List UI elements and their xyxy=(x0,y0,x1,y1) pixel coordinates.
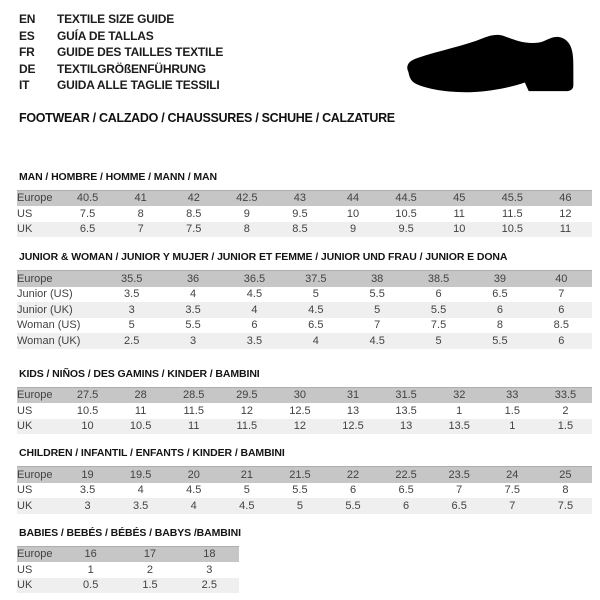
size-value: 43 xyxy=(293,192,307,205)
size-value: 36.5 xyxy=(243,272,266,285)
lang-text: GUIDE DES TAILLES TEXTILE xyxy=(57,45,224,60)
size-value: 7 xyxy=(509,499,516,512)
size-value: 9 xyxy=(243,207,250,220)
size-value: 22.5 xyxy=(395,468,417,481)
size-value: 6.5 xyxy=(398,484,414,497)
size-value: 33.5 xyxy=(554,389,577,402)
row-label: Europe xyxy=(17,468,53,481)
size-value: 11 xyxy=(559,223,572,236)
size-value: 5.5 xyxy=(369,288,385,301)
table-title-children: CHILDREN / INFANTIL / ENFANTS / KINDER / BAMBINI xyxy=(19,447,285,459)
size-value: 8.5 xyxy=(292,223,308,236)
size-value: 31 xyxy=(346,389,360,402)
size-value: 6 xyxy=(349,484,357,497)
size-value: 10.5 xyxy=(501,223,523,236)
row-label: UK xyxy=(17,499,33,512)
size-value: 28.5 xyxy=(183,389,205,402)
size-value: 3 xyxy=(206,563,213,576)
size-row xyxy=(17,578,239,594)
size-value: 5.5 xyxy=(492,334,508,347)
size-value: 25 xyxy=(559,468,572,481)
size-value: 3.5 xyxy=(246,334,263,347)
size-row xyxy=(17,271,592,287)
size-value: 7.5 xyxy=(430,319,447,332)
size-value: 6 xyxy=(558,334,565,347)
size-value: 6 xyxy=(558,303,565,316)
size-value: 5.5 xyxy=(345,499,361,512)
size-value: 20 xyxy=(187,468,200,481)
size-value: 45 xyxy=(453,192,466,205)
size-value: 10 xyxy=(346,207,360,220)
table-title-babies: BABIES / BEBÉS / BÉBÉS / BABYS /BAMBINI xyxy=(19,526,241,539)
table-title-kids: KIDS / NIÑOS / DES GAMINS / KINDER / BAMBINI xyxy=(19,367,260,380)
size-value: 11.5 xyxy=(236,420,258,433)
size-value: 7.5 xyxy=(504,484,520,497)
row-label: US xyxy=(17,207,33,220)
size-value: 4 xyxy=(312,334,319,347)
size-value: 38 xyxy=(371,272,384,285)
size-value: 4 xyxy=(190,288,197,301)
size-value: 3.5 xyxy=(124,288,140,301)
size-table-kids xyxy=(17,387,592,435)
size-value: 12.5 xyxy=(342,420,364,433)
size-value: 3 xyxy=(190,334,197,347)
size-value: 9.5 xyxy=(292,207,308,220)
lang-code: EN xyxy=(19,12,36,27)
size-value: 9.5 xyxy=(398,223,414,236)
size-value: 19 xyxy=(81,468,94,481)
size-value: 1 xyxy=(87,563,94,576)
size-value: 6 xyxy=(403,499,410,512)
size-row xyxy=(17,419,592,435)
size-value: 2 xyxy=(146,563,154,576)
row-label: Europe xyxy=(17,548,53,561)
row-label: Woman (UK) xyxy=(17,334,81,347)
size-value: 6.5 xyxy=(79,223,96,236)
size-value: 29.5 xyxy=(236,389,258,402)
size-value: 10 xyxy=(453,223,466,236)
size-row xyxy=(17,387,592,403)
size-value: 10.5 xyxy=(395,207,417,220)
category-heading: FOOTWEAR / CALZADO / CHAUSSURES / SCHUHE / CALZATURE xyxy=(19,110,395,125)
row-label: Junior (US) xyxy=(17,288,73,301)
size-value: 4.5 xyxy=(239,499,255,512)
row-label: Europe xyxy=(17,389,53,402)
lang-code: DE xyxy=(19,61,36,76)
size-value: 37.5 xyxy=(305,272,327,285)
size-value: 3.5 xyxy=(185,303,201,316)
size-row xyxy=(17,498,592,514)
size-value: 40.5 xyxy=(76,192,99,205)
size-value: 19.5 xyxy=(129,468,152,481)
size-value: 4.5 xyxy=(186,484,202,497)
size-value: 4.5 xyxy=(246,288,263,301)
size-row xyxy=(17,403,592,419)
size-value: 0.5 xyxy=(83,579,99,592)
size-value: 3.5 xyxy=(132,499,149,512)
size-value: 1 xyxy=(456,404,463,417)
size-value: 7.5 xyxy=(79,207,96,220)
size-value: 1.5 xyxy=(557,420,574,433)
size-value: 12.5 xyxy=(289,404,311,417)
size-row xyxy=(17,483,592,499)
size-value: 7 xyxy=(137,223,144,236)
size-value: 40 xyxy=(555,272,568,285)
size-value: 44.5 xyxy=(395,192,417,205)
size-value: 41 xyxy=(134,192,147,205)
size-value: 5 xyxy=(435,334,442,347)
size-value: 10.5 xyxy=(129,420,152,433)
size-value: 5 xyxy=(128,319,135,332)
size-value: 7 xyxy=(558,288,565,301)
size-value: 3 xyxy=(128,303,135,316)
size-value: 5 xyxy=(312,288,319,301)
lang-row-en xyxy=(19,11,600,28)
size-value: 35.5 xyxy=(120,272,143,285)
size-value: 5.5 xyxy=(292,484,308,497)
row-label: US xyxy=(17,484,33,497)
size-value: 44 xyxy=(346,192,360,205)
size-value: 24 xyxy=(506,468,519,481)
size-row xyxy=(17,302,592,318)
lang-text: TEXTILE SIZE GUIDE xyxy=(57,12,175,27)
size-value: 6 xyxy=(496,303,503,316)
size-value: 12 xyxy=(293,420,307,433)
row-label: Europe xyxy=(17,192,53,205)
size-value: 4 xyxy=(190,499,197,512)
size-value: 31.5 xyxy=(395,389,417,402)
size-value: 4 xyxy=(251,303,258,316)
size-value: 11 xyxy=(453,207,465,220)
size-value: 22 xyxy=(346,468,360,481)
size-value: 21.5 xyxy=(289,468,311,481)
size-value: 7 xyxy=(374,319,381,332)
size-value: 6 xyxy=(435,288,442,301)
size-value: 13.5 xyxy=(395,404,417,417)
size-value: 11.5 xyxy=(183,404,205,417)
size-row xyxy=(17,190,592,206)
lang-text: GUÍA DE TALLAS xyxy=(57,28,154,43)
size-value: 11 xyxy=(188,420,200,433)
lang-text: GUIDA ALLE TAGLIE TESSILI xyxy=(57,78,220,93)
size-row xyxy=(17,546,239,562)
size-row xyxy=(17,467,592,483)
size-value: 30 xyxy=(293,389,307,402)
size-value: 5.5 xyxy=(430,303,447,316)
size-value: 8.5 xyxy=(186,207,202,220)
size-value: 2.5 xyxy=(201,579,217,592)
size-value: 6 xyxy=(251,319,258,332)
size-row xyxy=(17,562,239,578)
size-row xyxy=(17,333,592,349)
size-value: 8 xyxy=(496,319,503,332)
size-value: 6.5 xyxy=(308,319,324,332)
size-value: 10.5 xyxy=(76,404,99,417)
row-label: US xyxy=(17,563,33,576)
row-label: Europe xyxy=(17,272,53,285)
row-label: US xyxy=(17,404,33,417)
size-row xyxy=(17,222,592,238)
size-value: 32 xyxy=(453,389,466,402)
row-label: Junior (UK) xyxy=(17,303,73,316)
size-value: 4.5 xyxy=(369,334,385,347)
size-value: 4 xyxy=(137,484,144,497)
size-table-children xyxy=(17,466,592,514)
size-value: 18 xyxy=(203,548,216,561)
size-value: 1.5 xyxy=(142,579,158,592)
size-value: 2 xyxy=(562,404,569,417)
size-value: 12 xyxy=(559,207,572,220)
size-value: 21 xyxy=(240,468,253,481)
size-value: 1.5 xyxy=(504,404,520,417)
size-value: 7.5 xyxy=(186,223,202,236)
size-value: 8 xyxy=(562,484,569,497)
size-value: 13 xyxy=(399,420,413,433)
row-label: UK xyxy=(17,223,33,236)
size-value: 45.5 xyxy=(501,192,523,205)
size-value: 5 xyxy=(296,499,303,512)
size-value: 7.5 xyxy=(557,499,574,512)
lang-code: FR xyxy=(19,45,35,60)
size-value: 42.5 xyxy=(236,192,258,205)
row-label: UK xyxy=(17,579,33,592)
size-value: 16 xyxy=(84,548,97,561)
size-row xyxy=(17,206,592,222)
table-title-man: MAN / HOMBRE / HOMME / MANN / MAN xyxy=(19,170,217,183)
size-value: 39 xyxy=(493,272,507,285)
size-value: 42 xyxy=(187,192,200,205)
size-value: 27.5 xyxy=(76,389,99,402)
size-value: 38.5 xyxy=(427,272,450,285)
size-table-babies xyxy=(17,546,239,594)
size-value: 1 xyxy=(509,420,516,433)
lang-text: TEXTILGRÖßENFÜHRUNG xyxy=(57,61,206,76)
row-label: UK xyxy=(17,420,33,433)
size-value: 9 xyxy=(349,223,357,236)
size-table-man xyxy=(17,190,592,238)
size-value: 8 xyxy=(243,223,250,236)
size-value: 12 xyxy=(240,404,253,417)
lang-code: ES xyxy=(19,28,35,43)
size-value: 8 xyxy=(137,207,144,220)
size-value: 5 xyxy=(374,303,381,316)
size-value: 46 xyxy=(559,192,572,205)
shoe-icon xyxy=(396,31,576,97)
size-value: 6.5 xyxy=(451,499,467,512)
size-row xyxy=(17,318,592,334)
size-value: 6.5 xyxy=(492,288,508,301)
size-table-junior-woman xyxy=(17,270,592,349)
size-value: 8.5 xyxy=(553,319,569,332)
size-value: 33 xyxy=(506,389,519,402)
size-value: 17 xyxy=(143,548,157,561)
size-value: 11.5 xyxy=(502,207,523,220)
size-value: 23.5 xyxy=(448,468,470,481)
size-value: 3 xyxy=(84,499,91,512)
size-value: 7 xyxy=(456,484,463,497)
row-label: Woman (US) xyxy=(17,319,81,332)
size-row xyxy=(17,287,592,303)
size-value: 2.5 xyxy=(124,334,140,347)
size-value: 11 xyxy=(134,404,147,417)
size-value: 28 xyxy=(134,389,147,402)
size-value: 5 xyxy=(243,484,250,497)
size-value: 13 xyxy=(346,404,360,417)
size-value: 13.5 xyxy=(448,420,470,433)
lang-code: IT xyxy=(19,78,30,93)
table-title-junior-woman: JUNIOR & WOMAN / JUNIOR Y MUJER / JUNIOR ET FEMME / JUNIOR UND FRAU / JUNIOR E DONA xyxy=(19,251,508,263)
size-value: 3.5 xyxy=(79,484,96,497)
size-value: 5.5 xyxy=(185,319,201,332)
size-value: 36 xyxy=(186,272,200,285)
size-value: 4.5 xyxy=(308,303,324,316)
size-value: 10 xyxy=(81,420,94,433)
